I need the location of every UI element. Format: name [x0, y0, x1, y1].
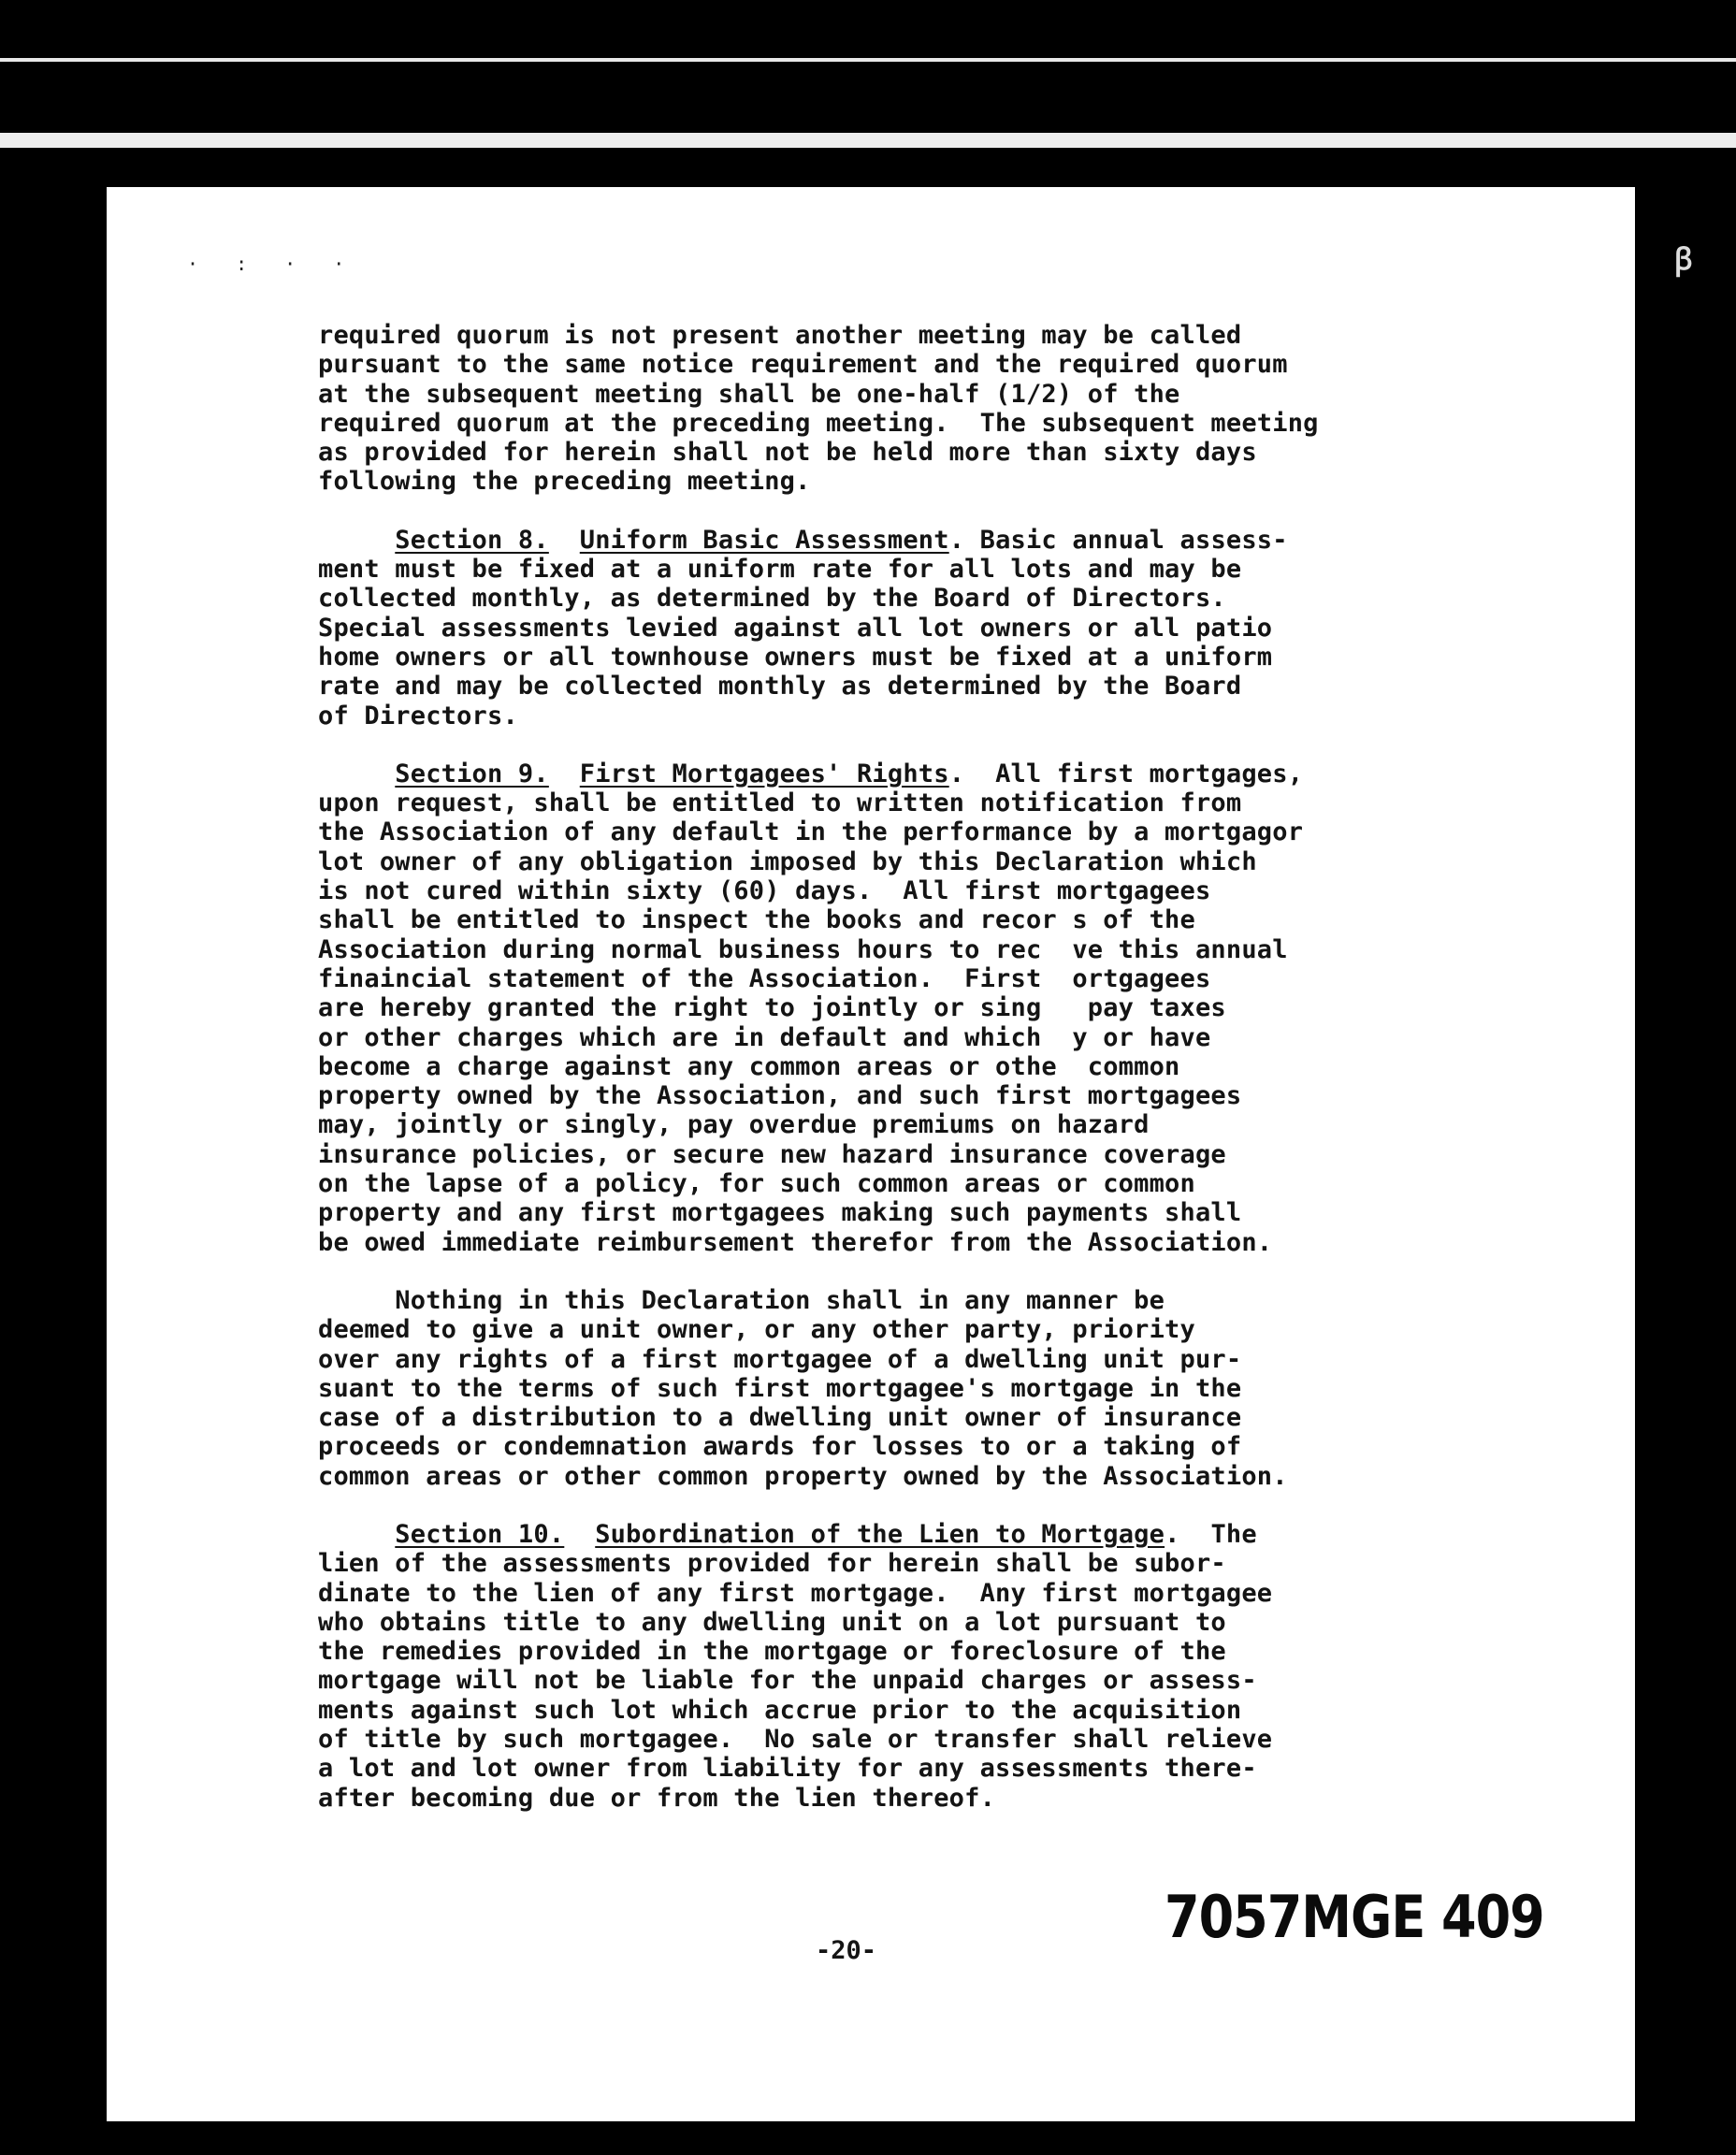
- section-9-heading: Section 9.: [395, 759, 549, 788]
- scan-edge-line: [0, 58, 1736, 62]
- section-10: [318, 1520, 1515, 1813]
- paragraph-quorum: required quorum is not present another meeting may be called pursuant to the same notice requirement and the required quorum at the subsequent meeting shall be one-half (1/2) of the required quorum at the preceding meeting. The subsequent meeting as provided for herein shall not be held more than sixty days following the preceding meeting.: [318, 321, 1319, 497]
- scan-edge-band: [0, 133, 1736, 148]
- corner-mark: ꞵ: [1674, 241, 1694, 277]
- section-8-body: . Basic annual assess- ment must be fixed at a uniform rate for all lots and may be collected monthly, as determined by the Board of Directors. Special assessments levied against all lot owners or all patio home owners or all townhouse owners must be fixed at a uniform rate and may be collected monthly as determined by the Board of Directors.: [318, 525, 1288, 730]
- section-8-title: Uniform Basic Assessment: [579, 525, 949, 555]
- scan-specks: · : · ·: [187, 253, 358, 275]
- section-10-body: . The lien of the assessments provided for herein shall be subor- dinate to the lien of any first mortgage. Any first mortgagee who obtains title to any dwelling unit on a lot pursuant to the remedies provided in the mortgage or foreclosure of the mortgage will not be liable for the unpaid charges or assess- ments against such lot which accrue prior to the acquisition of title by such mortgagee. No sale or transfer shall relieve a lot and lot owner from liability for any assessments there- after becoming due or from the lien thereof.: [318, 1519, 1273, 1813]
- page-number: -20-: [816, 1936, 877, 1965]
- section-9-body: . All first mortgages, upon request, shall be entitled to written notification from the Association of any default in the performance by a mortgagor lot owner of any obligation imposed by this Declaration which is not cured within sixty (60) days. All first mortgagees shall be entitled to inspect the books and recor s of the Association during normal business hours to rec ve this annual finaincial statement of the Association. First ortgagees are hereby granted the right to jointly or sing pay taxes or other charges which are in default and which y or have become a charge against any common areas or othe common property owned by the Association, and such first mortgagees may, jointly or singly, pay overdue premiums on hazard insurance policies, or secure new hazard insurance coverage on the lapse of a policy, for such common areas or common property and any first mortgagees making such payments shall be owed immediate reimbursement therefor from the Association.: [318, 759, 1304, 1257]
- section-10-heading: Section 10.: [395, 1519, 565, 1549]
- section-8: [318, 526, 1515, 730]
- section-8-heading: Section 8.: [395, 525, 549, 555]
- section-9: [318, 759, 1515, 1257]
- section-10-title: Subordination of the Lien to Mortgage: [595, 1519, 1165, 1549]
- document-body: [318, 321, 1515, 1842]
- paragraph-nothing: Nothing in this Declaration shall in any manner be deemed to give a unit owner, or any other party, priority over any rights of a first mortgagee of a dwelling unit pur- suant to the terms of such first mortgagee's mortgage in the case of a distribution to a dwelling unit owner of insurance proceeds or condemnation awards for losses to or a taking of common areas or other common property owned by the Association.: [318, 1285, 1288, 1491]
- recording-stamp: 7057MGE 409: [1165, 1883, 1544, 1951]
- section-9-title: First Mortgagees' Rights: [579, 759, 949, 788]
